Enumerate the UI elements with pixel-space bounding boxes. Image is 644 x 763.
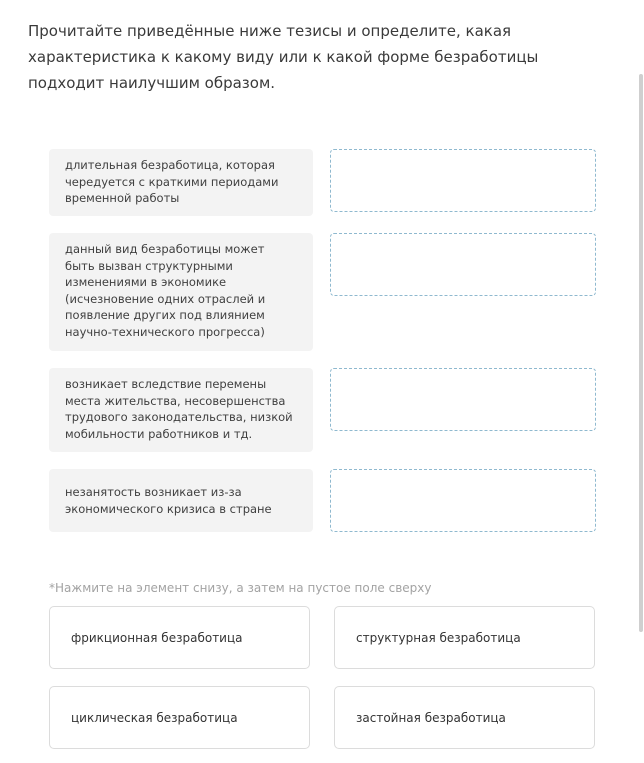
statement-1: длительная безработица, которая чередуется с краткими периодами временной работы [49, 149, 313, 216]
statement-3: возникает вследствие перемены места жительства, несовершенства трудового законодательства, низкой мобильности работников и тд. [49, 368, 313, 452]
drop-zone-1[interactable] [330, 149, 596, 212]
option-stagnant-unemployment[interactable] [334, 686, 595, 749]
option-label: циклическая безработица [71, 710, 238, 725]
drop-zone-2[interactable] [330, 233, 596, 296]
option-label: фрикционная безработица [71, 630, 243, 645]
option-cyclical-unemployment[interactable] [49, 686, 310, 749]
task-instruction: Прочитайте приведённые ниже тезисы и определите, какая характеристика к какому виду или к какой форме безработицы подходит наилучшим образом. [28, 22, 539, 92]
statement-4: незанятость возникает из-за экономического кризиса в стране [49, 469, 313, 532]
drop-zone-4[interactable] [330, 469, 596, 532]
statement-2: данный вид безработицы может быть вызван структурными изменениями в экономике (исчезновение одних отраслей и появление других под влиянием научно-технического прогресса) [49, 233, 313, 351]
option-label: структурная безработица [356, 630, 521, 645]
drop-zone-3[interactable] [330, 368, 596, 431]
scrollbar[interactable] [639, 74, 643, 632]
option-structural-unemployment[interactable] [334, 606, 595, 669]
option-label: застойная безработица [356, 710, 506, 725]
option-frictional-unemployment[interactable] [49, 606, 310, 669]
hint-text: *Нажмите на элемент снизу, а затем на пустое поле сверху [49, 581, 432, 595]
